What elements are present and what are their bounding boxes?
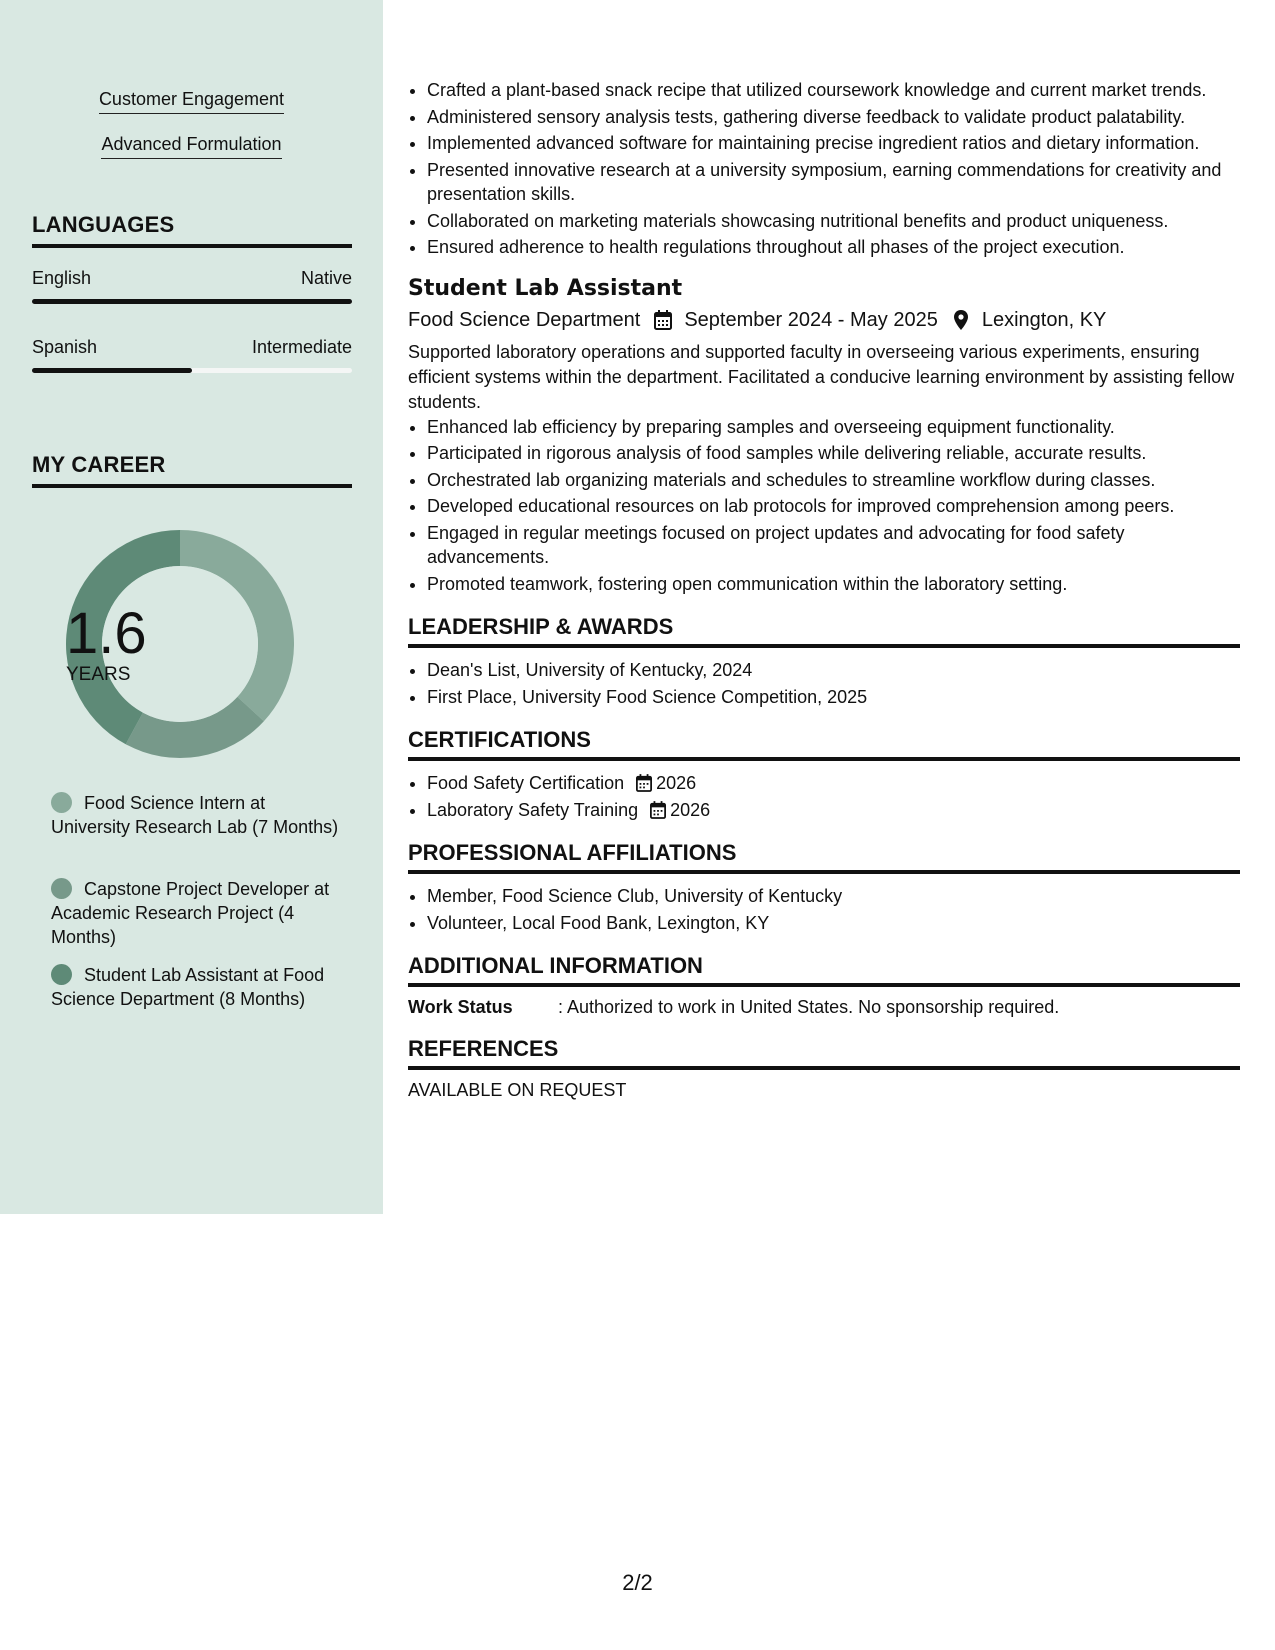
leadership-list [408,658,1240,709]
skill-link[interactable]: Advanced Formulation [0,133,383,155]
certifications-heading: CERTIFICATIONS [408,727,1240,761]
job-title: Student Lab Assistant [408,275,683,301]
language-proficiency-bar [32,368,352,373]
references-text: AVAILABLE ON REQUEST [408,1080,627,1100]
certifications-list [408,771,1240,822]
certification-name: • Laboratory Safety Training [427,799,639,820]
list-item: • Participated in rigorous analysis of food samples while delivering reliable, accurate results. [427,441,1240,466]
affiliations-heading: PROFESSIONAL AFFILIATIONS [408,840,1240,874]
list-item: • Volunteer, Local Food Bank, Lexington, KY [427,911,1240,936]
language-proficiency-fill [32,299,352,304]
career-legend-dot [51,792,72,813]
sidebar [0,0,383,1214]
language-level: Native [300,268,352,288]
list-item: • Administered sensory analysis tests, gathering diverse feedback to validate product palatability. [427,105,1240,130]
list-item: • Member, Food Science Club, University of Kentucky [427,884,1240,909]
career-legend-item: Capstone Project Developer at Academic Research Project (4 Months) [51,879,330,947]
job-location: Lexington, KY [981,308,1107,331]
career-legend-dot [51,878,72,899]
languages-heading: LANGUAGES [32,212,352,248]
career-total-value: 1.6 [66,601,147,666]
job-dates: September 2024 - May 2025 [684,308,938,331]
certification-name: • Food Safety Certification [427,773,625,793]
location-pin-icon [952,310,970,330]
list-item: • Developed educational resources on lab protocols for improved comprehension among peers. [427,494,1240,519]
work-status-label: Work Status [408,997,513,1017]
career-heading: MY CAREER [32,452,352,488]
page-number: 2/2 [622,1570,653,1595]
language-proficiency-fill [32,368,192,373]
certification-year: 2026 [656,773,697,793]
calendar-icon [650,801,666,819]
list-item [427,798,1240,823]
language-name: Spanish [32,337,98,357]
leadership-heading: LEADERSHIP & AWARDS [408,614,1240,648]
references-heading: REFERENCES [408,1036,1240,1070]
job-summary: Supported laboratory operations and supported faculty in overseeing various experiments, ensuring efficient systems within the department. Facilitated a conducive learning environment by assisting fellow students. [408,341,1235,412]
work-status-value: : Authorized to work in United States. No sponsorship required. [558,997,1060,1017]
list-item: • Engaged in regular meetings focused on project updates and advocating for food safety advancements. [427,521,1240,570]
language-row [32,337,352,358]
career-legend-item: Student Lab Assistant at Food Science Department (8 Months) [51,965,325,1009]
additional-info-heading: ADDITIONAL INFORMATION [408,953,1240,987]
career-legend-dot [51,964,72,985]
list-item: • Presented innovative research at a university symposium, earning commendations for creativity and presentation skills. [427,158,1240,207]
work-status-row [408,997,1240,1018]
job-bullets [408,415,1240,597]
language-proficiency-bar [32,299,352,304]
language-row [32,268,352,289]
list-item: • Promoted teamwork, fostering open communication within the laboratory setting. [427,572,1240,597]
career-total-unit: YEARS [66,664,131,685]
career-legend-item: Food Science Intern at University Research Lab (7 Months) [51,793,339,837]
previous-job-bullets [408,78,1240,260]
job-meta [408,309,1240,332]
list-item: • Orchestrated lab organizing materials and schedules to streamline workflow during classes. [427,468,1240,493]
list-item: • First Place, University Food Science Competition, 2025 [427,685,1240,710]
certification-year: 2026 [670,799,711,820]
list-item [427,771,1240,796]
list-item: • Enhanced lab efficiency by preparing samples and overseeing equipment functionality. [427,415,1240,440]
affiliations-list [408,884,1240,935]
list-item: • Collaborated on marketing materials showcasing nutritional benefits and product uniqueness. [427,209,1240,234]
language-level: Intermediate [251,337,352,357]
list-item: • Dean's List, University of Kentucky, 2024 [427,658,1240,683]
list-item: • Implemented advanced software for maintaining precise ingredient ratios and dietary information. [427,131,1240,156]
list-item: • Crafted a plant-based snack recipe that utilized coursework knowledge and current market trends. [427,78,1240,103]
language-name: English [32,268,92,288]
list-item: • Ensured adherence to health regulations throughout all phases of the project execution. [427,235,1240,260]
calendar-icon [654,310,672,330]
calendar-icon [636,774,652,792]
career-donut-chart [66,530,294,758]
job-employer: Food Science Department [408,308,641,331]
skill-link[interactable]: Customer Engagement [0,88,383,110]
main-content [408,78,1240,1101]
